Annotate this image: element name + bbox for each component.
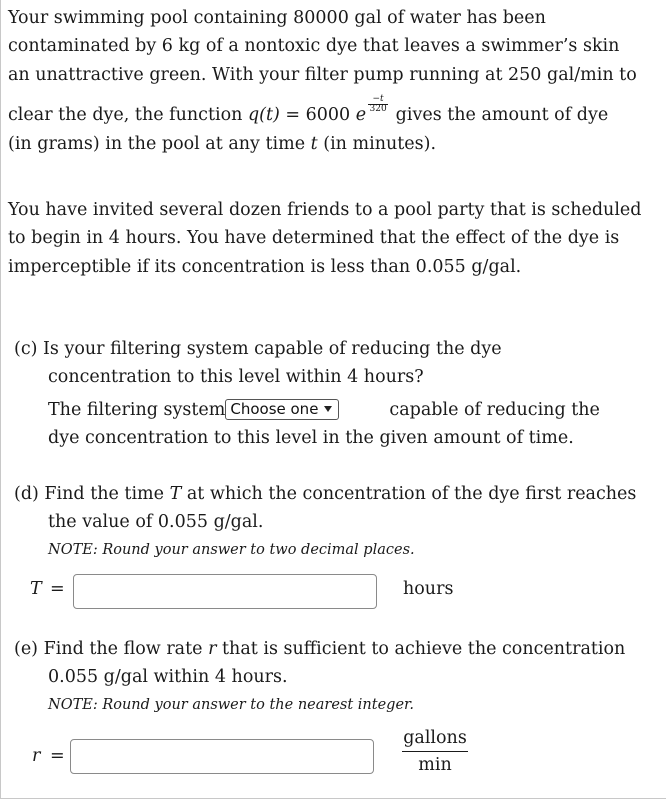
text: (e) Find the flow rate (14, 639, 209, 659)
part-e-question (14, 635, 663, 663)
r-variable: r (208, 639, 217, 659)
part-d-answer-row (0, 574, 667, 610)
part-d-question: the value of 0.055 g/gal. (48, 512, 264, 533)
exponent-denominator: 320 (369, 104, 387, 115)
text: (d) Find the time (14, 484, 170, 504)
unit-denominator: min (418, 755, 452, 775)
hours-unit: hours (403, 579, 454, 599)
text: The filtering system (48, 399, 226, 420)
text: (in grams) in the pool at any time (8, 133, 311, 154)
part-e-answer-row (0, 728, 667, 787)
intro-line (8, 95, 663, 129)
part-d-note: NOTE: Round your answer to two decimal places. (48, 541, 415, 558)
intro-line: Your swimming pool containing 80000 gal of water has been (8, 8, 546, 28)
part-c-answer: dye concentration to this level in the given amount of time. (48, 428, 574, 449)
unit-numerator: gallons (403, 728, 467, 748)
problem-context (8, 196, 663, 281)
exponent (366, 94, 390, 115)
part-c-answer (14, 396, 663, 424)
text: that is sufficient to achieve the concentration (216, 639, 626, 659)
context-line: You have invited several dozen friends to a pool party that is scheduled (8, 200, 642, 220)
part-e-question: 0.055 g/gal within 4 hours. (48, 667, 288, 688)
part-e-note: NOTE: Round your answer to the nearest integer. (48, 696, 414, 713)
text: (in minutes). (317, 133, 437, 154)
e-base: e (355, 105, 367, 126)
intro-line: an unattractive green. With your filter pump running at 250 gal/min to (8, 64, 637, 85)
problem-intro (8, 4, 663, 158)
equals-sign: = (50, 746, 65, 766)
text: clear the dye, the function (8, 105, 248, 126)
text: gives the amount of dye (390, 105, 609, 126)
part-c-question: concentration to this level within 4 hours? (48, 367, 424, 388)
flow-rate-r-input[interactable] (70, 739, 374, 774)
part-c-question: (c) Is your filtering system capable of reducing the dye (14, 339, 502, 359)
choose-one-dropdown[interactable] (225, 399, 339, 420)
dropdown-value: Choose one (230, 399, 319, 418)
equals-sign: = (50, 579, 65, 599)
part-e (14, 635, 663, 718)
context-line: to begin in 4 hours. You have determined that the effect of the dye is (8, 228, 620, 249)
T-variable: T (169, 484, 182, 504)
t-variable: t (310, 133, 318, 154)
intro-line: contaminated by 6 kg of a nontoxic dye that leaves a swimmer’s skin (8, 36, 620, 57)
text: at which the concentration of the dye first reaches (181, 484, 637, 504)
gallons-per-min-unit (402, 728, 468, 775)
r-label: r (32, 746, 41, 766)
part-d (14, 480, 663, 563)
text: capable of reducing the (389, 399, 600, 420)
time-T-input[interactable] (73, 574, 377, 609)
text: = 6000 (279, 105, 356, 126)
context-line: imperceptible if its concentration is less than 0.055 g/gal. (8, 256, 522, 277)
T-label: T (30, 579, 42, 599)
part-c (14, 335, 663, 453)
part-d-question (14, 480, 663, 508)
intro-line (8, 130, 663, 158)
exponent-numerator: −t (372, 94, 384, 105)
chevron-down-icon (324, 406, 332, 412)
q-function: q(t) (247, 105, 280, 126)
